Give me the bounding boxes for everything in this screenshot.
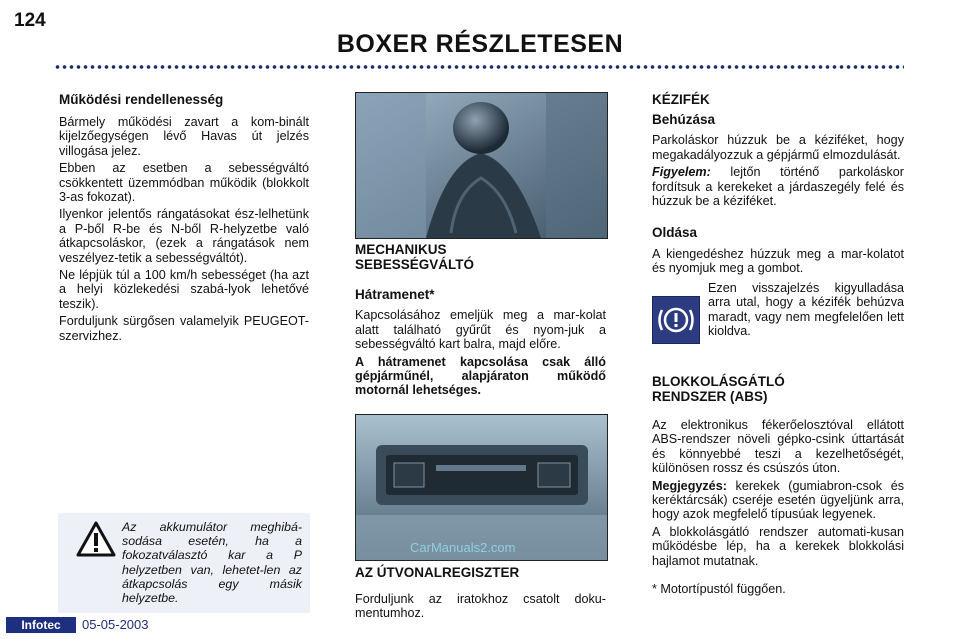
note-text: kerekek (gumiabron-csok és keréktárcsák) cseréje esetén ügyeljünk arra, hogy azok megfelelő típusúak legyenek.: [652, 478, 904, 522]
footnote: * Motortípustól függően.: [652, 582, 786, 597]
left-paragraph-5: Forduljunk sürgősen valamelyik PEUGEOT-szervizhez.: [59, 314, 309, 343]
infotec-logo: Infotec: [6, 617, 76, 633]
apply-paragraph: Parkoláskor húzzuk be a kéziféket, hogy megakadályozzuk a gépjármű elmozdulását.: [652, 133, 904, 162]
left-paragraph-3: Ilyenkor jelentős rángatásokat ész-lelhetünk a P-ből R-be és N-ből R-helyzetbe való átkapcsoláskor, (ezek a rángatások nem veszélyez-tetik a sebességváltót).: [59, 207, 309, 265]
page-title: BOXER RÉSZLETESEN: [336, 30, 624, 58]
manual-gearbox-heading: MECHANIKUS SEBESSÉGVÁLTÓ: [355, 242, 475, 272]
right-column-bottom: [652, 374, 904, 599]
abs-paragraph-1: Az elektronikus fékerőelosztóval ellátott ABS-rendszer növeli gépko-csink úttartását és könnyebbé teszi a kezelhetőségét, különösen rossz és csúszós úton.: [652, 418, 904, 476]
abs-paragraph-3: A blokkolásgátló rendszer automati-kusan működésbe lép, ha a kerekek blokkolási hajlamot mutatnak.: [652, 524, 904, 568]
left-column: [59, 92, 309, 346]
caution-paragraph: [652, 165, 904, 208]
abs-heading: BLOKKOLÁSGÁTLÓ RENDSZER (ABS): [652, 374, 785, 404]
footer-date: 05-05-2003: [82, 617, 149, 632]
trip-recorder-photo: [355, 414, 608, 561]
dotted-divider: [54, 64, 904, 70]
reverse-paragraph: Kapcsolásához emeljük meg a mar-kolat alatt található gyűrűt és nyom-juk a sebességváltó kart balra, majd előre.: [355, 308, 606, 352]
release-paragraph: A kiengedéshez húzzuk meg a mar-kolatot és nyomjuk meg a gombot.: [652, 246, 904, 276]
page-number: 124: [14, 10, 46, 31]
abs-note-paragraph: [652, 479, 904, 522]
warning-text: Az akkumulátor meghibá-sodása esetén, ha a fokozatválasztó kar a P helyzetben van, lehetet-len az átkapcsolás egy másik helyzetbe.: [122, 520, 302, 606]
gear-lever-photo: [355, 92, 608, 239]
middle-bottom-column: [355, 565, 606, 624]
right-column-top: [652, 92, 904, 279]
trip-recorder-paragraph: Forduljunk az iratokhoz csatolt doku-mentumhoz.: [355, 592, 606, 621]
release-subheading: Oldása: [652, 225, 698, 241]
reverse-subheading: Hátramenet*: [355, 287, 435, 302]
trip-recorder-heading: AZ ÚTVONALREGISZTER: [355, 565, 520, 580]
apply-subheading: Behúzása: [652, 112, 716, 127]
caution-text: lejtőn történő parkoláskor fordítsuk a kerekeket a járdaszegély felé és húzzuk be a kéziféket.: [652, 165, 904, 209]
caution-label: Figyelem:: [652, 165, 711, 180]
malfunction-heading: Működési rendellenesség: [59, 92, 224, 107]
middle-column: [355, 242, 606, 401]
left-paragraph-4: Ne lépjük túl a 100 km/h sebességet (ha azt a helyi közlekedési szabá-lyok lehetővé teszik).: [59, 268, 309, 311]
left-paragraph-1: Bármely működési zavart a kom-binált kijelzőegységen lévő Havas út jelzés villogása jelez.: [59, 115, 309, 158]
note-label: Megjegyzés:: [652, 478, 727, 493]
left-paragraph-2: Ebben az esetben a sebességváltó csökkentett üzemmódban működik (blokkolt 3-as fokozat).: [59, 161, 309, 205]
reverse-bold-paragraph: A hátramenet kapcsolása csak álló gépjárműnél, alapjáraton működő motornál lehetséges.: [355, 354, 606, 398]
warning-box: [58, 513, 310, 613]
watermark-text: CarManuals2.com: [410, 540, 516, 555]
handbrake-heading: KÉZIFÉK: [652, 92, 710, 107]
warning-icon: [76, 521, 116, 557]
indicator-paragraph: Ezen visszajelzés kigyulladása arra utal, hogy a kézifék behúzva maradt, vagy nem megfelelően lett kioldva.: [708, 281, 904, 339]
